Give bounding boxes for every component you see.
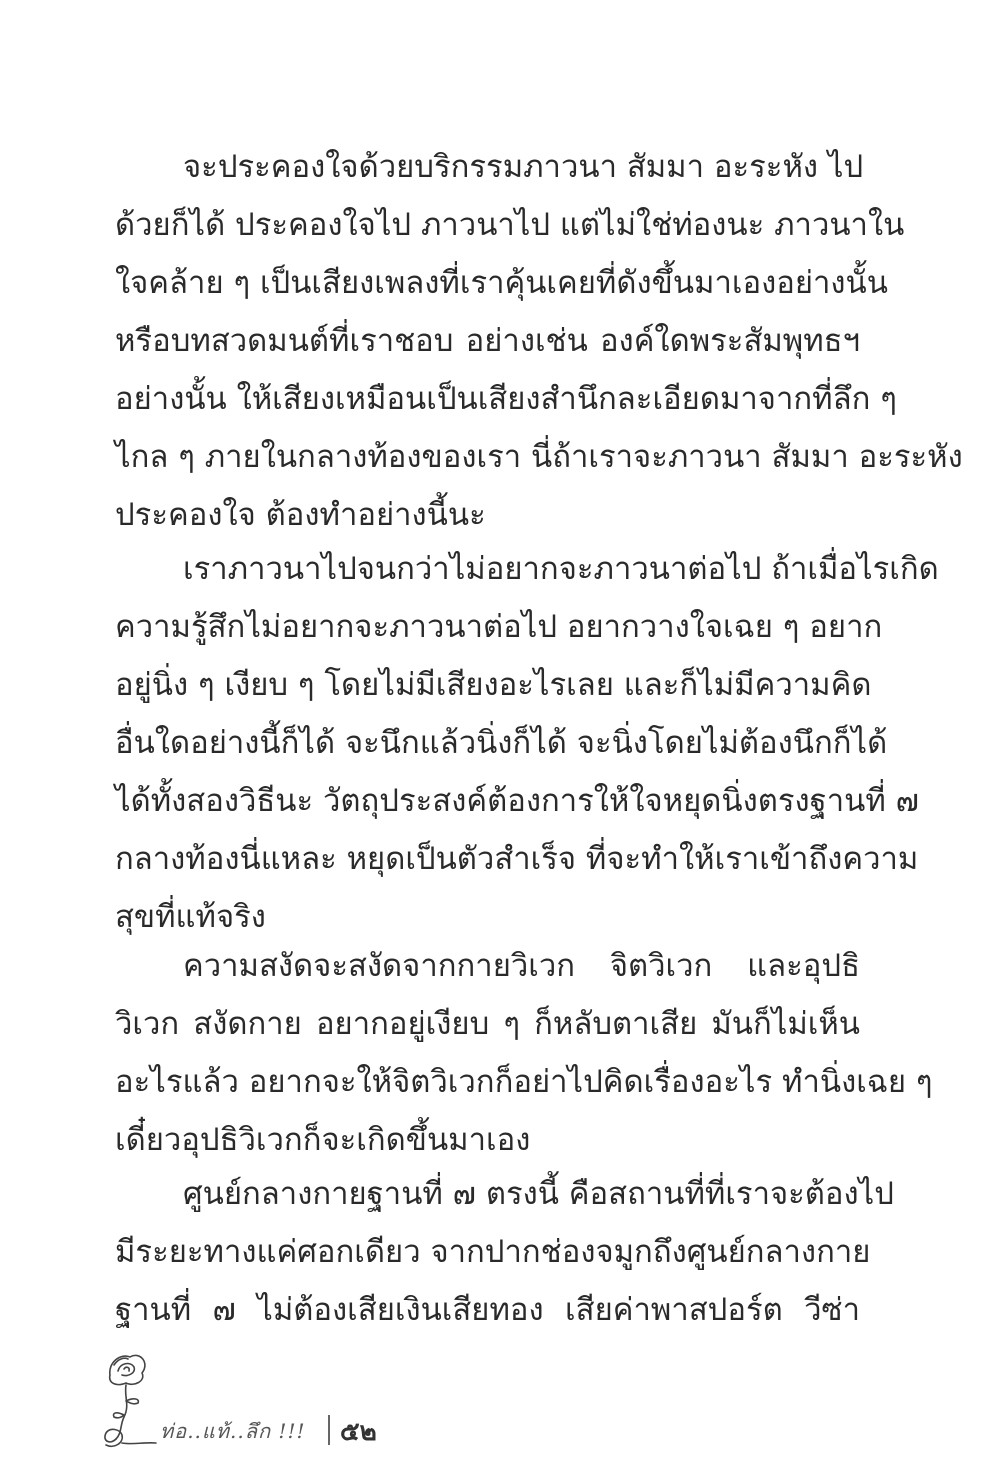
paragraph-line: ด้วยก็ได้ ประคองใจไป ภาวนาไป แต่ไม่ใช่ท่องนะ ภาวนาใน [115,207,905,243]
paragraph-line: สุขที่แท้จริง [115,899,266,935]
paragraph-line: เราภาวนาไปจนกว่าไม่อยากจะภาวนาต่อไป ถ้าเมื่อไรเกิด [183,551,939,587]
paragraph-1 [115,138,963,544]
paragraph-line: เดี๋ยวอุปธิวิเวกก็จะเกิดขึ้นมาเอง [115,1122,531,1158]
paragraph-line: ไกล ๆ ภายในกลางท้องของเรา นี่ถ้าเราจะภาวนา สัมมา อะระหัง [115,439,963,475]
footer-divider [328,1415,330,1445]
footer-title: ท่อ..แท้..ลึก !!! [160,1419,306,1443]
paragraph-line: อย่างนั้น ให้เสียงเหมือนเป็นเสียงสำนึกละเอียดมาจากที่ลึก ๆ [115,381,897,417]
paragraph-line: อยู่นิ่ง ๆ เงียบ ๆ โดยไม่มีเสียงอะไรเลย และก็ไม่มีความคิด [115,667,872,703]
paragraph-line: จะประคองใจด้วยบริกรรมภาวนา สัมมา อะระหัง ไป [183,149,864,185]
paragraph-line: ความรู้สึกไม่อยากจะภาวนาต่อไป อยากวางใจเฉย ๆ อยาก [115,609,883,645]
page-number: ๕๒ [340,1417,377,1447]
paragraph-line: ใจคล้าย ๆ เป็นเสียงเพลงที่เราคุ้นเคยที่ดังขึ้นมาเองอย่างนั้น [115,265,888,301]
paragraph-line: มีระยะทางแค่ศอกเดียว จากปากช่องจมูกถึงศูนย์กลางกาย [115,1234,871,1270]
paragraph-line: ฐานที่ ๗ ไม่ต้องเสียเงินเสียทอง เสียค่าพาสปอร์ต วีซ่า [115,1292,860,1328]
paragraph-line: ได้ทั้งสองวิธีนะ วัตถุประสงค์ต้องการให้ใจหยุดนิ่งตรงฐานที่ ๗ [115,783,919,819]
paragraph-line: อะไรแล้ว อยากจะให้จิตวิเวกก็อย่าไปคิดเรื่องอะไร ทำนิ่งเฉย ๆ [115,1064,933,1100]
paragraph-3 [115,937,933,1169]
paragraph-line: หรือบทสวดมนต์ที่เราชอบ อย่างเช่น องค์ใดพระสัมพุทธฯ [115,323,860,359]
paragraph-line: กลางท้องนี่แหละ หยุดเป็นตัวสำเร็จ ที่จะทำให้เราเข้าถึงความ [115,841,919,877]
paragraph-line: อื่นใดอย่างนี้ก็ได้ จะนึกแล้วนิ่งก็ได้ จะนิ่งโดยไม่ต้องนึกก็ได้ [115,725,888,761]
paragraph-line: ประคองใจ ต้องทำอย่างนี้นะ [115,497,486,533]
paragraph-line: ความสงัดจะสงัดจากกายวิเวก จิตวิเวก และอุปธิ [183,948,860,984]
page-footer [100,1345,420,1455]
paragraph-2 [115,540,939,946]
paragraph-4 [115,1165,894,1339]
paragraph-line: ศูนย์กลางกายฐานที่ ๗ ตรงนี้ คือสถานที่ที่เราจะต้องไป [183,1176,894,1212]
paragraph-line: วิเวก สงัดกาย อยากอยู่เงียบ ๆ ก็หลับตาเสีย มันก็ไม่เห็น [115,1006,860,1042]
